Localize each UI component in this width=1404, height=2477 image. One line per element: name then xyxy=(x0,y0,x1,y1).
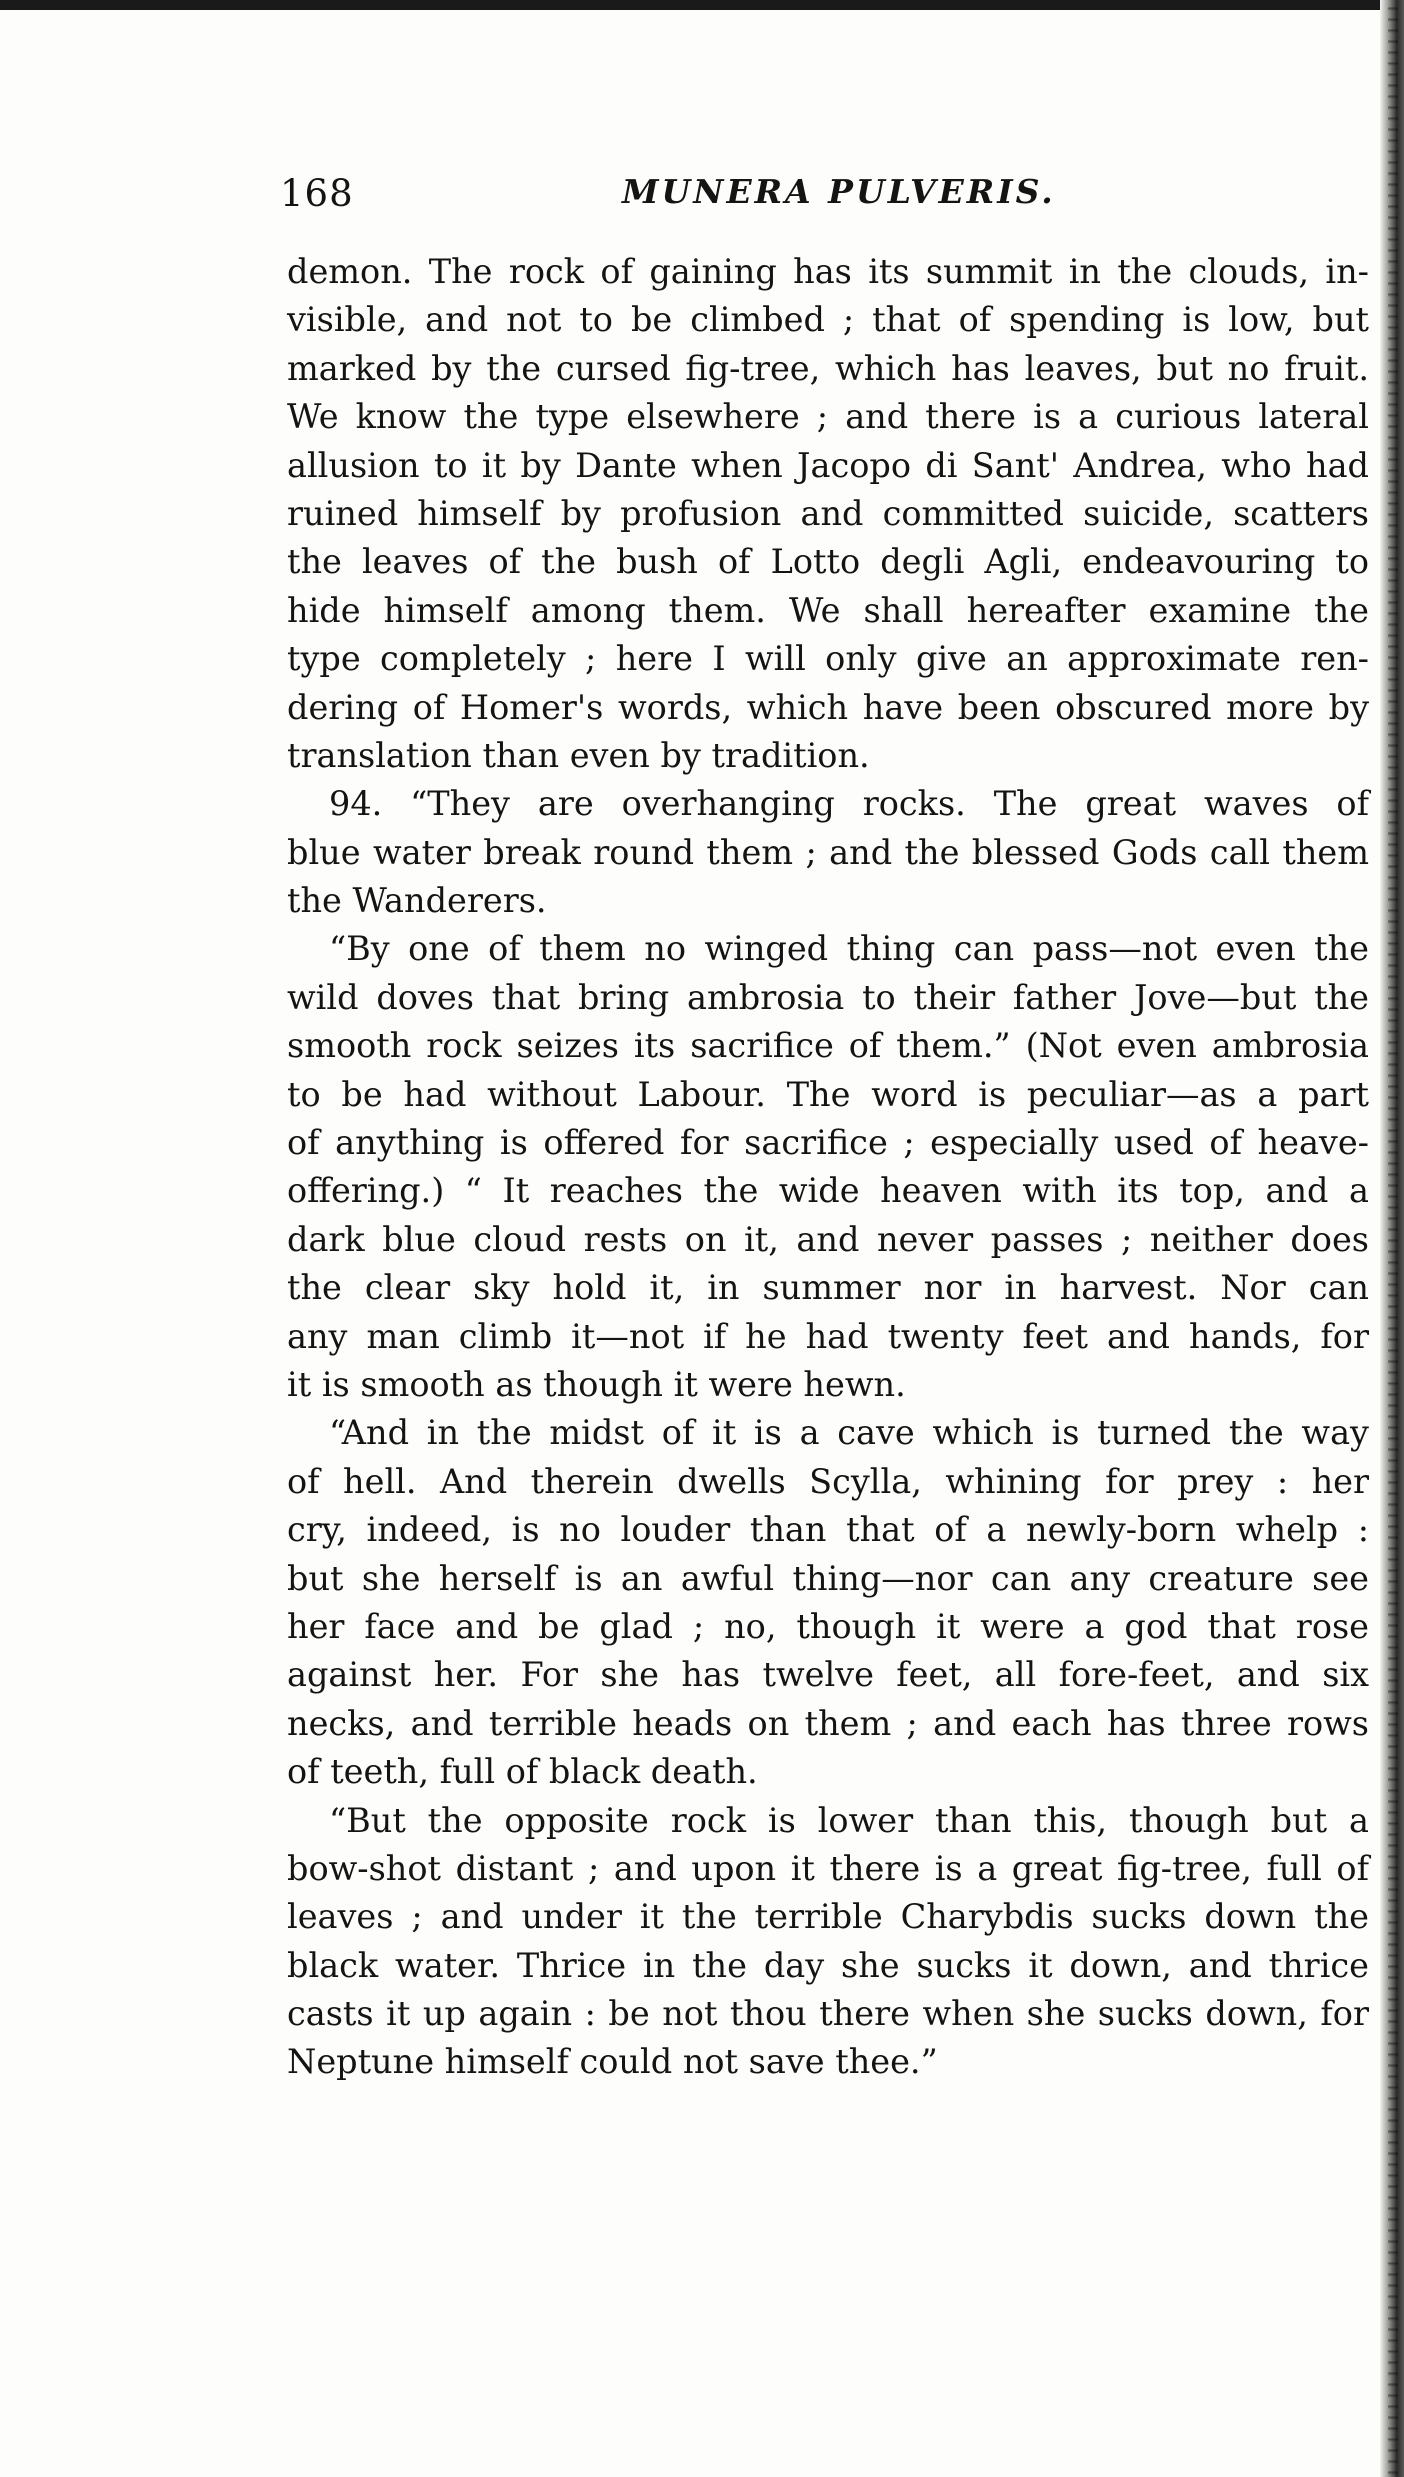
text-line: “But the opposite rock is lower than this, though but a xyxy=(329,1800,1369,1840)
text-line: casts it up again : be not thou there when she sucks down, for xyxy=(287,1994,1369,2034)
text-line: We know the type elsewhere ; and there is a curious lateral xyxy=(287,397,1369,437)
text-line: blue water break round them ; and the blessed Gods call them xyxy=(287,832,1369,872)
text-line: type completely ; here I will only give an approximate ren- xyxy=(287,639,1369,679)
text-line: bow-shot distant ; and upon it there is a great fig-tree, full of xyxy=(287,1848,1369,1888)
text-line: dering of Homer's words, which have been obscured more by xyxy=(287,687,1369,727)
page-top-edge xyxy=(0,0,1404,10)
text-line: it is smooth as though it were hewn. xyxy=(287,1364,906,1404)
text-line: demon. The rock of gaining has its summit in the clouds, in- xyxy=(287,252,1369,291)
page-header xyxy=(280,172,1380,228)
text-line: black water. Thrice in the day she sucks it down, and thrice xyxy=(287,1945,1369,1985)
page-edge-speckle xyxy=(1388,0,1398,2477)
text-line: the leaves of the bush of Lotto degli Agli, endeavouring to xyxy=(287,542,1369,582)
text-line: hide himself among them. We shall hereafter examine the xyxy=(287,590,1369,630)
text-line: “By one of them no winged thing can pass—not even the xyxy=(329,929,1369,969)
text-line: ruined himself by profusion and committed suicide, scatters xyxy=(287,493,1369,533)
text-line: her face and be glad ; no, though it were a god that rose xyxy=(287,1606,1369,1646)
text-line: 94. “They are overhanging rocks. The great waves of xyxy=(329,784,1369,824)
text-line: to be had without Labour. The word is peculiar—as a part xyxy=(287,1074,1369,1114)
running-title: MUNERA PULVERIS. xyxy=(622,172,1056,211)
text-line: smooth rock seizes its sacrifice of them.” (Not even ambrosia xyxy=(287,1026,1369,1066)
text-line: cry, indeed, is no louder than that of a newly-born whelp : xyxy=(287,1510,1369,1550)
page-number: 168 xyxy=(280,172,354,215)
text-line: allusion to it by Dante when Jacopo di Sant' Andrea, who had xyxy=(287,445,1369,485)
text-line: the Wanderers. xyxy=(287,881,547,921)
text-line: leaves ; and under it the terrible Charybdis sucks down the xyxy=(287,1897,1369,1937)
text-line: marked by the cursed fig-tree, which has leaves, but no fruit. xyxy=(287,348,1369,388)
text-line: the clear sky hold it, in summer nor in harvest. Nor can xyxy=(287,1268,1369,1308)
text-line: against her. For she has twelve feet, all fore-feet, and six xyxy=(287,1655,1369,1695)
text-line: wild doves that bring ambrosia to their father Jove—but the xyxy=(287,977,1369,1017)
text-line: any man climb it—not if he had twenty feet and hands, for xyxy=(287,1316,1369,1356)
text-line: translation than even by tradition. xyxy=(287,735,870,775)
text-line: of anything is offered for sacrifice ; especially used of heave- xyxy=(287,1123,1369,1163)
body-text xyxy=(287,248,1369,2087)
text-line: Neptune himself could not save thee.” xyxy=(287,2042,938,2082)
text-line: but she herself is an awful thing—nor can any creature see xyxy=(287,1558,1369,1598)
text-line: of teeth, full of black death. xyxy=(287,1752,758,1792)
text-line: necks, and terrible heads on them ; and each has three rows xyxy=(287,1703,1369,1743)
text-line: offering.) “ It reaches the wide heaven with its top, and a xyxy=(287,1171,1369,1211)
text-line: “And in the midst of it is a cave which is turned the way xyxy=(329,1413,1369,1453)
text-line: dark blue cloud rests on it, and never passes ; neither does xyxy=(287,1219,1369,1259)
text-line: of hell. And therein dwells Scylla, whining for prey : her xyxy=(287,1461,1369,1501)
text-line: visible, and not to be climbed ; that of spending is low, but xyxy=(287,300,1369,340)
